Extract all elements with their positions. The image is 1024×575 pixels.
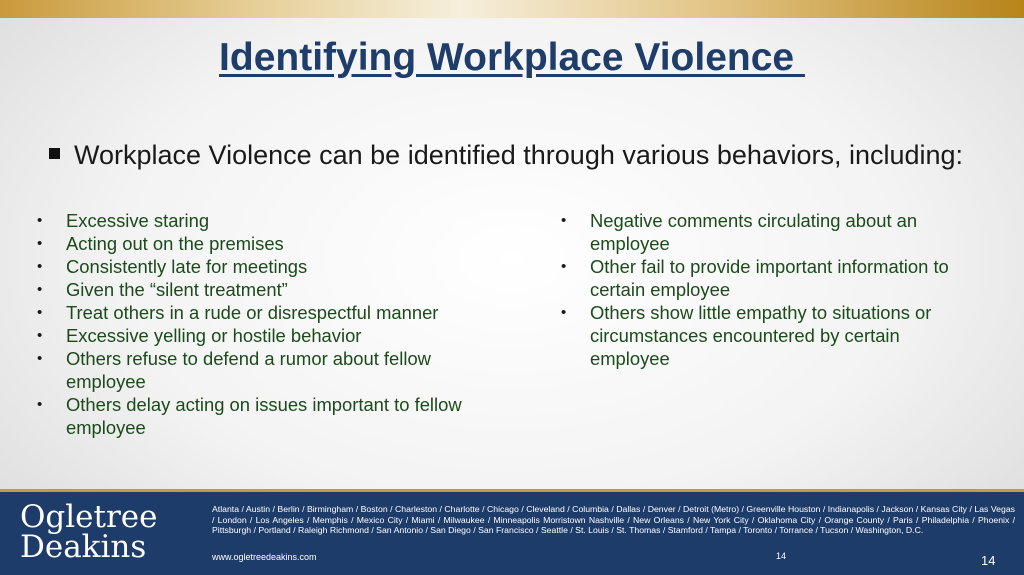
list-item: • Consistently late for meetings [37, 256, 308, 277]
list-item: • Others delay acting on issues important to fellow employee [37, 394, 462, 438]
list-item: • Others refuse to defend a rumor about fellow employee [37, 348, 431, 392]
list-item: • Excessive yelling or hostile behavior [37, 325, 362, 346]
bullet-icon: • [561, 212, 567, 229]
square-bullet-icon [49, 148, 60, 159]
bullet-icon: • [37, 304, 43, 321]
office-locations: Atlanta / Austin / Berlin / Birmingham / Boston / Charleston / Charlotte / Chicago / Cleveland / Columbia / Dallas / Denver / Detroit (Metro) / Greenville Houston / Indianapolis / Jackson / Kansas City / Las Vegas / London / Los Angeles / Memphis / Mexico City / Miami / Milwaukee / Minneapolis Morristown Nashville / New Orleans / New York City / Oklahoma City / Orange County / Paris / Philadelphia / Phoenix / Pittsburgh / Portland / Raleigh Richmond / San Antonio / San Diego / San Francisco / Seattle / St. Louis / St. Thomas / Stamford / Tampa / Toronto / Torrance / Tucson / Washington, D.C. [212, 504, 1015, 535]
ogletree-deakins-logo: Ogletree Deakins [20, 499, 158, 565]
list-item: • Given the “silent treatment” [37, 279, 288, 300]
bullet-icon: • [37, 258, 43, 275]
bullet-icon: • [37, 212, 43, 229]
right-bullet-list [561, 209, 981, 370]
footer-bar [0, 489, 1024, 575]
list-item: • Negative comments circulating about an employee [561, 210, 918, 254]
bullet-icon: • [37, 396, 43, 413]
bullet-icon: • [561, 304, 567, 321]
footer-slide-number: 14 [776, 551, 787, 561]
lead-text: Workplace Violence can be identified through various behaviors, including: [74, 140, 964, 170]
website-url: www.ogletreedeakins.com [212, 552, 317, 562]
list-item: • Others show little empathy to situations or circumstances encountered by certain employee [561, 302, 932, 369]
bullet-icon: • [37, 235, 43, 252]
slide-number: 14 [981, 553, 996, 568]
bullet-icon: • [561, 258, 567, 275]
lead-bullet [46, 140, 1016, 174]
left-bullet-list [37, 209, 507, 439]
bullet-icon: • [37, 327, 43, 344]
slide-title: Identifying Workplace Violence [219, 36, 805, 79]
list-item: • Excessive staring [37, 210, 210, 231]
top-gold-bar [0, 0, 1024, 18]
list-item: • Acting out on the premises [37, 233, 284, 254]
list-item: • Treat others in a rude or disrespectful manner [37, 302, 439, 323]
bullet-icon: • [37, 281, 43, 298]
bullet-icon: • [37, 350, 43, 367]
list-item: • Other fail to provide important information to certain employee [561, 256, 949, 300]
